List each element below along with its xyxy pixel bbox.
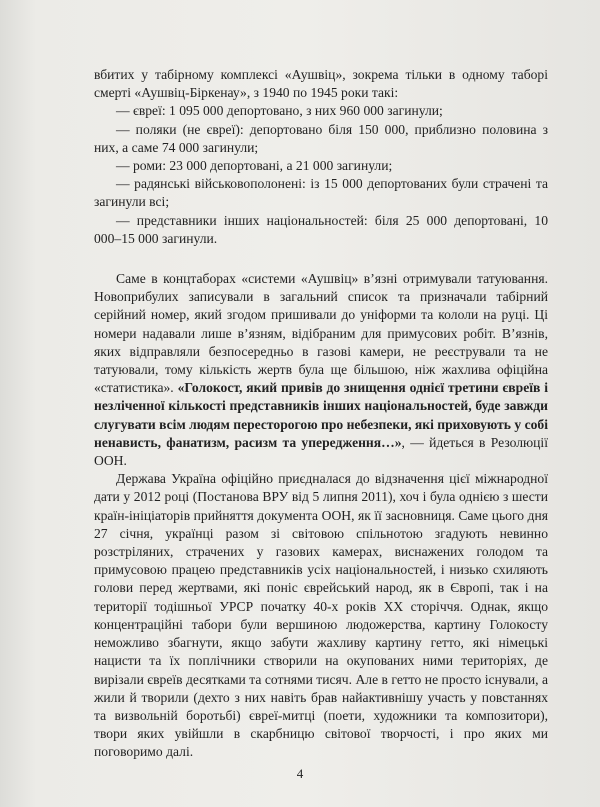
- list-item-jews: — євреї: 1 095 000 депортовано, з них 960 000 загинули;: [116, 103, 443, 119]
- paragraph-2-text: Саме в концтаборах «системи «Аушвіц» в’язні отримували татуювання. Новоприбулих записували в загальний список та призначали табірний серійний номер, який згодом пришивали до уніформи та кололи на руці. Ці номери надавали лише в’язням, відібраним для примусових робіт. В’язнів, яких відправляли безпосередньо в газові камери, не реєстрували та не татуювали, тому кількість жертв була ще більшою, ніж жахлива офіційна «статистика».: [94, 271, 548, 396]
- un-resolution-quote: «Голокост, який привів до знищення однієї третини євреїв і незліченної кількості представників інших національностей, буде завжди слугувати всім людям пересторогою про небезпеки, які приховують у собі ненависть, фанатизм, расизм та упередження…»: [94, 380, 548, 450]
- list-item-pows: — радянські військовополонені: із 15 000 депортованих були страчені та загинули всі;: [94, 176, 548, 210]
- body-text: [94, 66, 548, 762]
- paragraph-2: [94, 270, 548, 470]
- paragraph-1: вбитих у табірному комплексі «Аушвіц», зокрема тільки в одному таборі смерті «Аушвіц-Біркенау», з 1940 по 1945 роки такі:: [94, 67, 548, 101]
- list-item-roma: — роми: 23 000 депортовані, а 21 000 загинули;: [116, 158, 393, 174]
- page-number: 4: [296, 766, 304, 781]
- paragraph-3: Держава Україна офіційно приєдналася до відзначення цієї міжнародної дати у 2012 році (Постанова ВРУ від 5 липня 2011), хоч і була однією з шести країн-ініціаторів прийняття документа ООН, як її засновниця. Саме цього дня 27 січня, українці разом зі світовою спільнотою згадують невинно розстріляних, страчених у газових камерах, виснажених голодом та примусовою працею представників усіх національностей, і низько схиляють голови перед жертвами, які поніс єврейський народ, як в Європі, так і на території тодішньої УРСР початку 40-х років ХХ сторіччя. Однак, якщо концентраційні табори були вершиною людожерства, картину Голокосту неможливо збагнути, якщо забути жахливу картину гетто, які німецькі нацисти та їх поплічники створили на окупованих ними територіях, де вирізали євреїв десятками та сотнями тисяч. Але в гетто не просто існували, а жили й творили (дехто з них навіть брав найактивнішу участь у повстанняx та визвольній боротьбі) євреї-митці (поети, художники та композитори), твори яких увійшли в скарбницю світової творчості, і про яких ми поговоримо далі.: [94, 471, 548, 760]
- paragraph-2-after: , — йдеться в Резолюції ООН.: [94, 434, 548, 469]
- list-item-other: — представники інших національностей: біля 25 000 депортовані, 10 000–15 000 загинули.: [94, 212, 548, 246]
- paragraph-gap: [94, 248, 548, 270]
- list-item-poles: — поляки (не євреї): депортовано біля 150 000, приблизно половина з них, а саме 74 000 загинули;: [94, 121, 548, 155]
